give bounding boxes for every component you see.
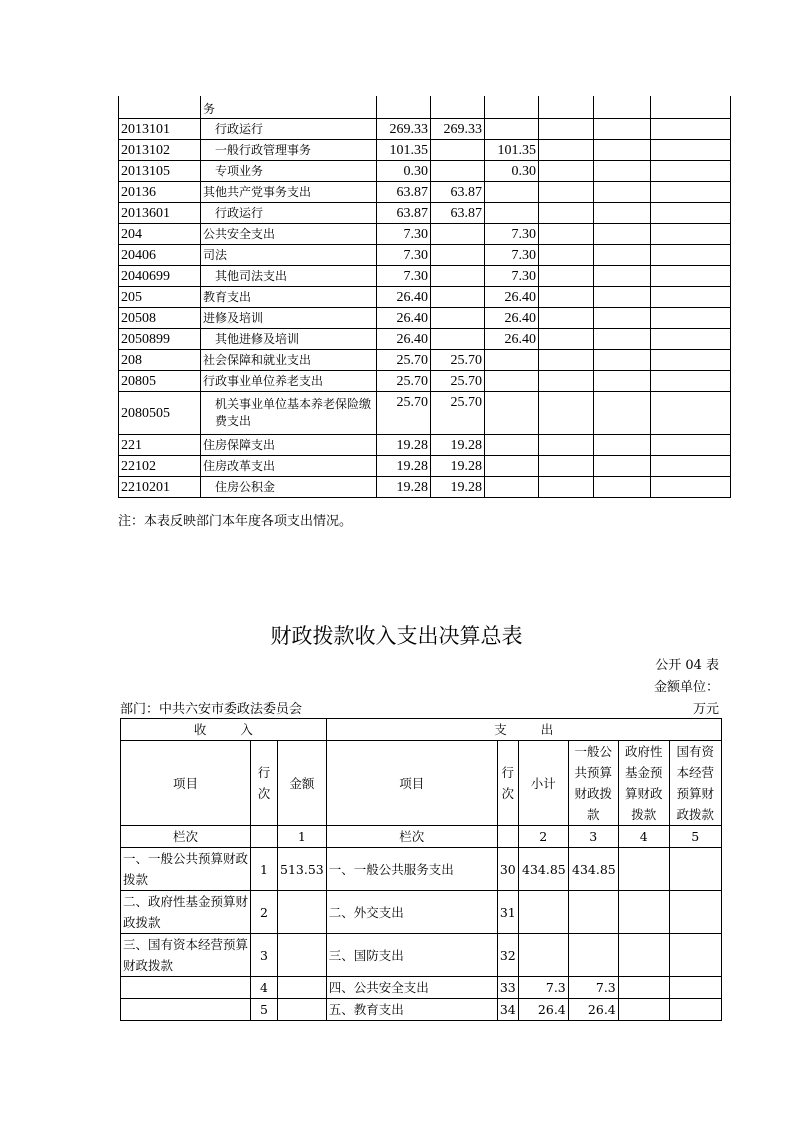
row-name: 教育支出 <box>201 287 377 308</box>
income-item <box>121 999 251 1021</box>
department-label: 部门：中共六安市委政法委员会 <box>120 702 303 717</box>
table-row <box>121 891 722 934</box>
row-col-7 <box>594 456 651 477</box>
col-index-4: 4 <box>618 826 669 848</box>
expense-item: 五、教育支出 <box>326 999 497 1021</box>
row-col-7 <box>594 308 651 329</box>
row-project: 26.40 <box>485 308 539 329</box>
row-code: 20406 <box>119 245 201 266</box>
row-basic <box>431 329 485 350</box>
row-code: 2013101 <box>119 119 201 140</box>
row-basic: 19.28 <box>431 477 485 498</box>
row-col-8 <box>651 96 731 119</box>
general-budget: 434.85 <box>568 848 618 891</box>
row-col-7 <box>594 182 651 203</box>
col-index-1: 1 <box>278 826 327 848</box>
row-basic <box>431 266 485 287</box>
row-col-6 <box>539 96 594 119</box>
table-row <box>121 999 722 1021</box>
row-basic <box>431 140 485 161</box>
income-item: 三、国有资本经营预算财政拨款 <box>121 934 251 977</box>
row-total: 19.28 <box>377 435 431 456</box>
income-amount: 513.53 <box>278 848 327 891</box>
table-row <box>119 245 731 266</box>
row-col-8 <box>651 119 731 140</box>
expense-item: 四、公共安全支出 <box>326 977 497 999</box>
row-code: 20805 <box>119 371 201 392</box>
row-col-8 <box>651 182 731 203</box>
col-index-label2: 栏次 <box>326 826 497 848</box>
row-col-8 <box>651 392 731 435</box>
col-index-label: 栏次 <box>121 826 251 848</box>
table-row <box>121 977 722 999</box>
row-col-6 <box>539 329 594 350</box>
row-col-7 <box>594 435 651 456</box>
row-basic: 19.28 <box>431 456 485 477</box>
row-total <box>377 96 431 119</box>
row-name: 务 <box>201 96 377 119</box>
row-col-6 <box>539 266 594 287</box>
income-header: 收入 <box>121 719 327 741</box>
state-capital <box>669 848 721 891</box>
income-row-no: 5 <box>251 999 278 1021</box>
expense-row-no: 31 <box>497 891 518 934</box>
table-row <box>119 161 731 182</box>
income-item <box>121 977 251 999</box>
row-col-8 <box>651 203 731 224</box>
row-name: 其他共产党事务支出 <box>201 182 377 203</box>
row-col-6 <box>539 203 594 224</box>
row-name: 行政运行 <box>201 119 377 140</box>
table-row <box>119 456 731 477</box>
income-item: 二、政府性基金预算财政拨款 <box>121 891 251 934</box>
row-col-6 <box>539 182 594 203</box>
row-code: 2210201 <box>119 477 201 498</box>
row-name: 住房保障支出 <box>201 435 377 456</box>
subtotal: 7.3 <box>518 977 568 999</box>
row-code: 2013601 <box>119 203 201 224</box>
gov-fund <box>618 999 669 1021</box>
table-row <box>119 477 731 498</box>
table-row <box>121 934 722 977</box>
row-name: 公共安全支出 <box>201 224 377 245</box>
row-col-8 <box>651 308 731 329</box>
row-total: 7.30 <box>377 266 431 287</box>
general-budget: 7.3 <box>568 977 618 999</box>
table-row <box>119 308 731 329</box>
row-col-7 <box>594 245 651 266</box>
row-code: 20508 <box>119 308 201 329</box>
row-col-8 <box>651 477 731 498</box>
row-total: 63.87 <box>377 203 431 224</box>
row-code: 2050899 <box>119 329 201 350</box>
row-code: 204 <box>119 224 201 245</box>
col-index-5: 5 <box>669 826 721 848</box>
col-index-blank2 <box>497 826 518 848</box>
table-row <box>119 371 731 392</box>
row-total: 26.40 <box>377 308 431 329</box>
row-name: 住房公积金 <box>201 477 377 498</box>
row-name: 行政事业单位养老支出 <box>201 371 377 392</box>
row-col-8 <box>651 266 731 287</box>
row-col-6 <box>539 371 594 392</box>
page-title: 财政拨款收入支出决算总表 <box>270 624 523 648</box>
general-budget <box>568 891 618 934</box>
state-capital <box>669 977 721 999</box>
row-name: 专项业务 <box>201 161 377 182</box>
gov-fund <box>618 977 669 999</box>
row-project: 0.30 <box>485 161 539 182</box>
row-col-8 <box>651 161 731 182</box>
form-number: 公开 04 表 <box>655 658 719 673</box>
expense-row-no: 34 <box>497 999 518 1021</box>
row-code: 205 <box>119 287 201 308</box>
row-col-6 <box>539 435 594 456</box>
table-row <box>119 435 731 456</box>
income-row-no: 1 <box>251 848 278 891</box>
row-col-6 <box>539 392 594 435</box>
subtotal <box>518 891 568 934</box>
table-row <box>119 392 731 435</box>
row-project <box>485 203 539 224</box>
row-project: 7.30 <box>485 245 539 266</box>
row-project: 101.35 <box>485 140 539 161</box>
gov-fund <box>618 934 669 977</box>
row-project: 26.40 <box>485 329 539 350</box>
subtotal: 434.85 <box>518 848 568 891</box>
row-col-6 <box>539 245 594 266</box>
table-row <box>119 119 731 140</box>
row-project <box>485 182 539 203</box>
row-project <box>485 435 539 456</box>
row-col-8 <box>651 350 731 371</box>
row-basic <box>431 245 485 266</box>
income-amount <box>278 891 327 934</box>
row-col-6 <box>539 224 594 245</box>
row-col-7 <box>594 119 651 140</box>
row-code: 2013105 <box>119 161 201 182</box>
row-project <box>485 119 539 140</box>
row-basic: 19.28 <box>431 435 485 456</box>
row-basic: 269.33 <box>431 119 485 140</box>
row-code: 208 <box>119 350 201 371</box>
row-total: 63.87 <box>377 182 431 203</box>
row-total: 269.33 <box>377 119 431 140</box>
col-index-blank <box>251 826 278 848</box>
expense-item-header: 项目 <box>326 741 497 826</box>
row-col-7 <box>594 96 651 119</box>
row-total: 25.70 <box>377 392 431 435</box>
expense-rowno-header: 行次 <box>497 741 518 826</box>
row-project: 7.30 <box>485 224 539 245</box>
row-total: 7.30 <box>377 224 431 245</box>
row-total: 25.70 <box>377 350 431 371</box>
table-row <box>119 140 731 161</box>
state-capital <box>669 934 721 977</box>
general-budget-header: 一般公共预算财政拨款 <box>568 741 618 826</box>
row-code <box>119 96 201 119</box>
table-row <box>119 203 731 224</box>
row-name: 一般行政管理事务 <box>201 140 377 161</box>
row-project <box>485 456 539 477</box>
row-col-6 <box>539 140 594 161</box>
table-row <box>119 224 731 245</box>
income-amount <box>278 999 327 1021</box>
row-col-7 <box>594 287 651 308</box>
row-total: 7.30 <box>377 245 431 266</box>
row-basic: 63.87 <box>431 182 485 203</box>
row-total: 26.40 <box>377 329 431 350</box>
row-col-8 <box>651 140 731 161</box>
row-col-8 <box>651 329 731 350</box>
row-col-7 <box>594 161 651 182</box>
table-row <box>119 287 731 308</box>
unit-label: 金额单位： <box>653 680 719 695</box>
subtotal-header: 小计 <box>518 741 568 826</box>
row-col-6 <box>539 477 594 498</box>
row-project: 7.30 <box>485 266 539 287</box>
state-capital-header: 国有资本经营预算财政拨款 <box>669 741 721 826</box>
row-col-8 <box>651 224 731 245</box>
expense-row-no: 32 <box>497 934 518 977</box>
table-row <box>119 182 731 203</box>
row-col-7 <box>594 266 651 287</box>
expense-item: 一、一般公共服务支出 <box>326 848 497 891</box>
row-col-6 <box>539 350 594 371</box>
general-budget <box>568 934 618 977</box>
row-col-8 <box>651 371 731 392</box>
row-name: 进修及培训 <box>201 308 377 329</box>
row-col-7 <box>594 203 651 224</box>
row-col-8 <box>651 435 731 456</box>
row-col-7 <box>594 329 651 350</box>
gov-fund <box>618 848 669 891</box>
row-col-7 <box>594 224 651 245</box>
row-code: 2040699 <box>119 266 201 287</box>
row-total: 101.35 <box>377 140 431 161</box>
row-total: 0.30 <box>377 161 431 182</box>
row-name: 其他司法支出 <box>201 266 377 287</box>
row-total: 19.28 <box>377 456 431 477</box>
table-row <box>121 848 722 891</box>
expense-detail-table <box>118 96 731 498</box>
row-basic: 63.87 <box>431 203 485 224</box>
row-project <box>485 350 539 371</box>
subtotal <box>518 934 568 977</box>
state-capital <box>669 891 721 934</box>
row-name: 其他进修及培训 <box>201 329 377 350</box>
row-project <box>485 477 539 498</box>
table-row <box>119 96 731 119</box>
subtotal: 26.4 <box>518 999 568 1021</box>
expense-item: 三、国防支出 <box>326 934 497 977</box>
row-project: 26.40 <box>485 287 539 308</box>
row-basic: 25.70 <box>431 350 485 371</box>
unit-value: 万元 <box>692 702 719 717</box>
expense-header: 支出 <box>326 719 721 741</box>
table-row <box>119 266 731 287</box>
expense-row-no: 30 <box>497 848 518 891</box>
row-basic <box>431 308 485 329</box>
row-basic: 25.70 <box>431 371 485 392</box>
header-row-columns <box>121 741 722 826</box>
col-index-3: 3 <box>568 826 618 848</box>
income-item: 一、一般公共预算财政拨款 <box>121 848 251 891</box>
row-project <box>485 371 539 392</box>
row-name: 住房改革支出 <box>201 456 377 477</box>
row-col-8 <box>651 245 731 266</box>
row-total: 19.28 <box>377 477 431 498</box>
row-col-6 <box>539 119 594 140</box>
row-col-8 <box>651 287 731 308</box>
row-code: 20136 <box>119 182 201 203</box>
row-basic <box>431 96 485 119</box>
income-row-no: 2 <box>251 891 278 934</box>
row-name: 行政运行 <box>201 203 377 224</box>
row-basic <box>431 161 485 182</box>
row-col-8 <box>651 456 731 477</box>
expense-item: 二、外交支出 <box>326 891 497 934</box>
row-col-7 <box>594 477 651 498</box>
income-item-header: 项目 <box>121 741 251 826</box>
income-row-no: 3 <box>251 934 278 977</box>
row-code: 2080505 <box>119 392 201 435</box>
row-name: 机关事业单位基本养老保险缴费支出 <box>201 392 377 435</box>
row-col-6 <box>539 287 594 308</box>
general-budget: 26.4 <box>568 999 618 1021</box>
income-rowno-header: 行次 <box>251 741 278 826</box>
row-basic <box>431 287 485 308</box>
column-index-row <box>121 826 722 848</box>
fiscal-summary-table <box>120 718 722 1021</box>
income-row-no: 4 <box>251 977 278 999</box>
row-basic: 25.70 <box>431 392 485 435</box>
table-note: 注：本表反映部门本年度各项支出情况。 <box>118 514 353 529</box>
col-index-2: 2 <box>518 826 568 848</box>
row-code: 221 <box>119 435 201 456</box>
row-col-7 <box>594 392 651 435</box>
income-amount <box>278 934 327 977</box>
row-col-6 <box>539 161 594 182</box>
expense-row-no: 33 <box>497 977 518 999</box>
gov-fund-header: 政府性基金预算财政拨款 <box>618 741 669 826</box>
row-project <box>485 392 539 435</box>
row-col-7 <box>594 140 651 161</box>
row-basic <box>431 224 485 245</box>
row-col-6 <box>539 456 594 477</box>
row-name: 司法 <box>201 245 377 266</box>
state-capital <box>669 999 721 1021</box>
table-row <box>119 350 731 371</box>
row-project <box>485 96 539 119</box>
income-amount-header: 金额 <box>278 741 327 826</box>
table-row <box>119 329 731 350</box>
gov-fund <box>618 891 669 934</box>
row-total: 25.70 <box>377 371 431 392</box>
row-col-7 <box>594 371 651 392</box>
row-name: 社会保障和就业支出 <box>201 350 377 371</box>
row-col-7 <box>594 350 651 371</box>
row-code: 2013102 <box>119 140 201 161</box>
row-col-6 <box>539 308 594 329</box>
header-row-group <box>121 719 722 741</box>
row-code: 22102 <box>119 456 201 477</box>
income-amount <box>278 977 327 999</box>
row-total: 26.40 <box>377 287 431 308</box>
